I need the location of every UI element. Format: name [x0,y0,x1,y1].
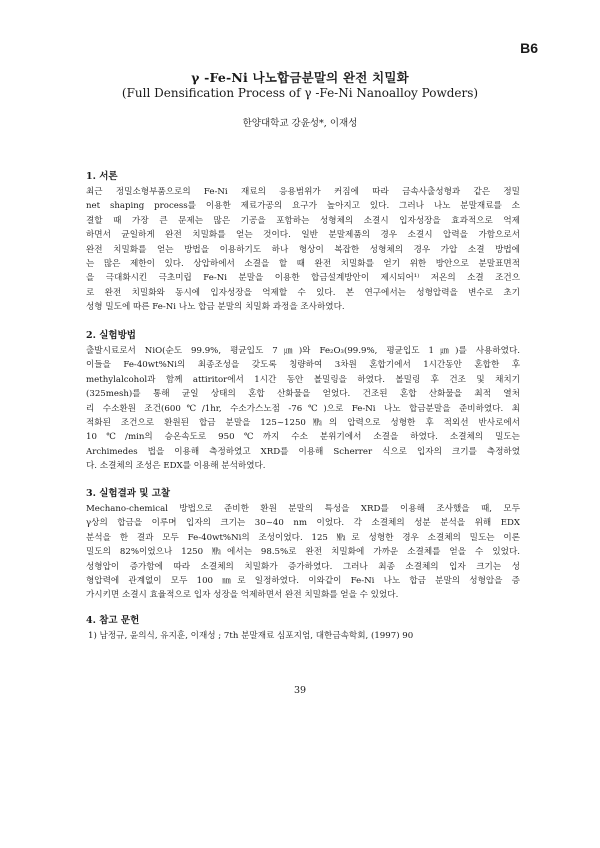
text-line: methylalcohol과 함께 attiritor에서 1시간 동안 볼밀링을 하였다. 볼밀링 후 건조 및 채치기 [86,374,520,385]
text-line: 가시키면 소결시 효율적으로 입자 성장을 억제하면서 완전 치밀화를 얻을 수 있었다. [86,590,399,601]
section-body [86,502,520,603]
section-references [86,614,520,643]
reference-item: 1) 남정규, 윤의식, 유지훈, 이재성 ; 7th 분말재료 심포지엄, 대한금속학회, (1997) 90 [88,631,414,641]
authors: 한양대학교 강윤성*, 이재성 [242,118,358,129]
section-heading: 4. 참고 문헌 [86,615,140,626]
text-line: 완전 치밀화를 얻는 방법을 이용하기도 하나 형상이 복잡한 성형체의 경우 가압 소결 방법에 [86,244,520,255]
section-body [86,344,520,474]
text-line: 형압력에 관계없이 모두 100 ㎚로 일정하였다. 이와같이 Fe-Ni 나노 합금 분말의 성형압을 증 [86,576,520,587]
text-line: 10℃/min의 승온속도로 950℃까지 수소 분위기에서 소결을 하였다. 소결체의 밀도는 [86,432,520,443]
text-line: γ상의 합금을 이루며 입자의 크기는 30~40 nm 이었다. 각 소결체의 성분 분석을 위해 EDX [86,518,520,529]
text-line: 이들을 Fe-40wt%Ni의 최종조성을 갖도록 칭량하여 3차원 혼합기에서 1시간동안 혼합한 후 [86,360,520,371]
page-number: 39 [293,685,307,696]
text-line: (325mesh)를 통해 균일 상태의 혼합 산화물을 얻었다. 건조된 혼합 산화물을 최적 열처 [86,389,520,400]
section-heading: 1. 서론 [86,171,118,182]
text-line: 밀도의 82%이었으나 1250 ㎫에서는 98.5%로 완전 치밀화에 가까운 소결체를 얻을 수 있었다. [86,547,520,558]
section-methods [86,329,520,474]
text-line: 로 완전 치밀화와 동시에 입자성장을 억제할 수 있다. 본 연구에서는 성형압력을 변수로 초기 [86,287,520,298]
section-results [86,487,520,603]
title-korean: γ -Fe-Ni 나노합금분말의 완전 치밀화 [191,70,409,85]
text-line: net shaping process를 이용한 제료가공의 요구가 높아지고 있다. 그러나 나노 분말재료를 소 [86,201,520,212]
text-line: 성형압이 증가함에 따라 소결체의 치밀화가 증가하였다. 그러나 최종 소결체의 입자 크기는 성 [86,561,520,572]
text-line: 최근 정밀소형부품으로의 Fe-Ni 재료의 응용범위가 커짐에 따라 금속사출성형과 같은 정밀 [86,187,520,197]
text-line: 결할 때 가장 큰 문제는 많은 기공을 포함하는 성형체의 소결시 입자성장을 효과적으로 억제 [86,215,520,226]
text-line: 분석을 한 결과 모두 Fe-40wt%Ni의 조성이었다. 125 ㎫로 성형한 경우 소결체의 밀도는 이론 [86,532,520,543]
text-line: 적화된 조건으로 환원된 합금 분말을 125~1250㎫의 압력으로 성형한 후 적외선 반사로에서 [86,418,520,429]
text-line: 는 많은 제한이 있다. 상압하에서 소결을 할 때 완전 치밀화를 얻기 위한 방안으로 분말표면적 [86,259,520,270]
section-introduction [86,170,520,315]
text-line: Archimedes 법을 이용해 측정하였고 XRD를 이용해 Scherrer 식으로 입자의 크기를 측정하였 [86,446,520,457]
text-line: 하면서 균일하게 완전 치밀화를 얻는 것이다. 일반 분말제품의 경우 소결시 압력을 가함으로서 [86,230,520,241]
section-body [86,185,520,315]
title-english: (Full Densification Process of γ -Fe-Ni Nanoalloy Powders) [121,86,479,100]
section-heading: 3. 실험결과 및 고찰 [86,488,171,499]
text-line: 을 극대화시킨 극초미립 Fe-Ni 분말을 이용한 합금설계방안이 제시되어¹⁾ 저온의 소결 조건으 [86,273,520,284]
section-heading: 2. 실험방법 [86,330,136,341]
text-line: 출발시료로서 NiO(순도 99.9%, 평균입도 7㎛)와 Fe₂O₃(99.9%, 평균입도 1㎛)를 사용하였다. [86,346,520,356]
abstract-code: B6 [520,40,538,56]
text-line: 리 수소환원 조건(600℃/1hr, 수소가스노점 -76℃)으로 Fe-Ni 나노 합금분말을 준비하였다. 최 [86,403,520,414]
text-line: Mechano-chemical 방법으로 준비한 환원 분말의 특성을 XRD를 이용해 조사했을 때, 모두 [86,504,520,514]
text-line: 성형 밀도에 따른 Fe-Ni 나노 합금 분말의 치밀화 과정을 조사하였다. [86,302,345,313]
text-line: 다. 소결체의 조성은 EDX를 이용해 분석하였다. [86,461,266,472]
